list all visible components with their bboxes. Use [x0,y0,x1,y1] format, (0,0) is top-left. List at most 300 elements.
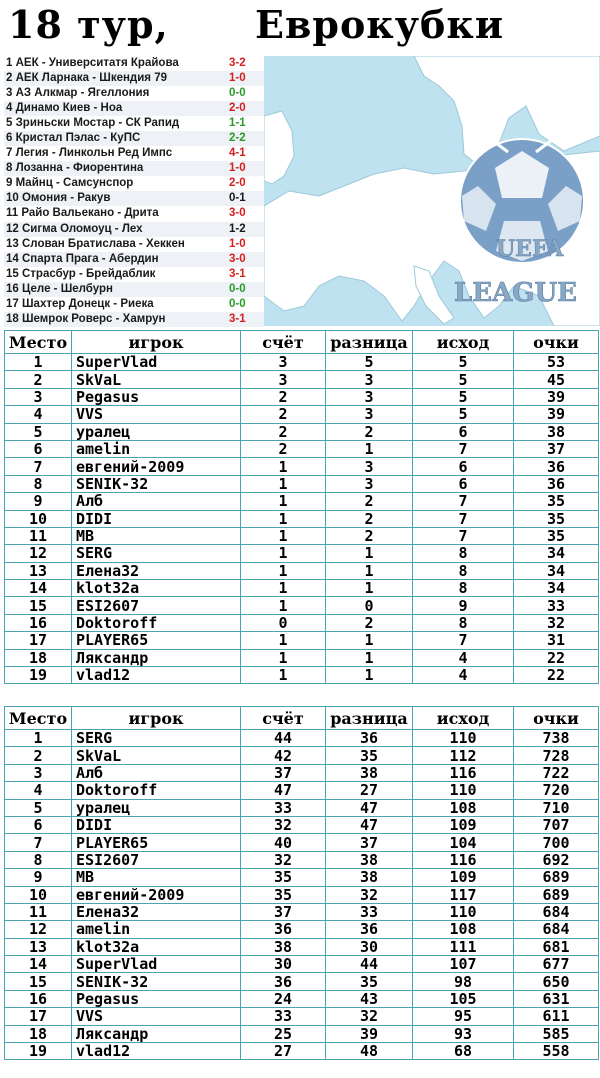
match-teams: 9 Майнц - Самсунспор [6,177,134,190]
cell-diff: 1 [326,562,413,579]
cell-place: 3 [5,388,72,405]
col-place: Место [5,331,72,354]
match-row [4,206,264,221]
col-player: игрок [72,331,241,354]
cell-place: 8 [5,851,72,868]
match-row [4,222,264,237]
cell-points: 38 [514,423,599,440]
cell-score: 1 [241,493,326,510]
cell-place: 13 [5,938,72,955]
cell-points: 728 [514,747,599,764]
cell-diff: 39 [326,1025,413,1042]
match-teams: 1 АЕК - Университатя Крайова [6,57,179,69]
match-row [4,252,264,267]
cell-diff: 32 [326,1008,413,1025]
match-score: 1-0 [229,72,246,85]
cell-outcome: 7 [413,440,514,457]
cell-points: 22 [514,667,599,684]
cell-outcome: 9 [413,597,514,614]
cell-outcome: 109 [413,869,514,886]
cell-score: 1 [241,475,326,492]
match-teams: 14 Спарта Прага - Абердин [6,252,159,265]
cell-diff: 5 [326,354,413,371]
uefa-logo-text: UEFA [496,236,564,262]
cell-diff: 38 [326,869,413,886]
match-score: 3-0 [229,207,246,220]
cell-outcome: 98 [413,973,514,990]
cell-score: 33 [241,799,326,816]
table-row [5,921,599,938]
match-score: 3-1 [229,267,246,280]
cell-place: 2 [5,371,72,388]
cell-player: amelin [72,921,241,938]
cell-place: 2 [5,747,72,764]
table-header-row [5,331,599,354]
cell-points: 677 [514,956,599,973]
cell-diff: 43 [326,990,413,1007]
cell-diff: 47 [326,799,413,816]
cell-place: 5 [5,799,72,816]
cell-outcome: 93 [413,1025,514,1042]
cell-place: 9 [5,493,72,510]
cell-player: SkVaL [72,371,241,388]
cell-player: PLAYER65 [72,834,241,851]
cell-points: 611 [514,1008,599,1025]
match-score: 3-1 [229,312,246,325]
cell-player: Алб [72,493,241,510]
match-teams: 17 Шахтер Донецк - Риека [6,297,154,310]
table-row [5,990,599,1007]
table-row [5,1025,599,1042]
cell-points: 720 [514,782,599,799]
cell-diff: 1 [326,649,413,666]
cell-score: 1 [241,649,326,666]
cell-outcome: 6 [413,458,514,475]
cell-points: 39 [514,406,599,423]
match-score: 3-2 [229,57,246,69]
cell-diff: 3 [326,406,413,423]
table-row [5,799,599,816]
table-row [5,440,599,457]
cell-player: DIDI [72,510,241,527]
cell-score: 33 [241,1008,326,1025]
cell-score: 0 [241,614,326,631]
table-row [5,371,599,388]
cell-score: 30 [241,956,326,973]
cell-points: 692 [514,851,599,868]
cell-outcome: 116 [413,851,514,868]
cell-score: 44 [241,730,326,747]
table-row [5,614,599,631]
cell-player: VVS [72,1008,241,1025]
cell-points: 35 [514,527,599,544]
cell-place: 12 [5,545,72,562]
cell-diff: 3 [326,371,413,388]
cell-outcome: 117 [413,886,514,903]
cell-points: 689 [514,869,599,886]
match-row [4,312,264,327]
cell-points: 558 [514,1043,599,1060]
table-row [5,493,599,510]
cell-points: 700 [514,834,599,851]
cell-player: SERG [72,730,241,747]
cell-player: евгений-2009 [72,886,241,903]
match-teams: 11 Райо Вальекано - Дрита [6,207,159,220]
cell-outcome: 6 [413,423,514,440]
table-header-row [5,707,599,730]
cell-score: 3 [241,354,326,371]
table-row [5,597,599,614]
cell-player: МВ [72,527,241,544]
cell-place: 19 [5,667,72,684]
cell-player: МВ [72,869,241,886]
cell-points: 22 [514,649,599,666]
match-teams: 12 Сигма Оломоуц - Лех [6,222,143,235]
cell-place: 17 [5,1008,72,1025]
cell-score: 1 [241,580,326,597]
cell-diff: 30 [326,938,413,955]
match-row [4,297,264,312]
cell-place: 10 [5,886,72,903]
table-row [5,816,599,833]
cell-diff: 2 [326,493,413,510]
cell-player: ESI2607 [72,851,241,868]
table-row [5,938,599,955]
cell-score: 36 [241,973,326,990]
cell-place: 15 [5,973,72,990]
table-row [5,869,599,886]
cell-diff: 1 [326,545,413,562]
cell-outcome: 5 [413,388,514,405]
cell-points: 684 [514,921,599,938]
cell-diff: 35 [326,747,413,764]
round-standings-table [4,330,599,684]
cell-place: 10 [5,510,72,527]
table-row [5,510,599,527]
cell-points: 585 [514,1025,599,1042]
cell-outcome: 107 [413,956,514,973]
cell-player: vlad12 [72,1043,241,1060]
cell-diff: 2 [326,510,413,527]
cell-outcome: 7 [413,632,514,649]
cell-place: 16 [5,990,72,1007]
cell-diff: 1 [326,440,413,457]
cell-player: евгений-2009 [72,458,241,475]
match-teams: 16 Целе - Шелбурн [6,282,113,295]
cell-score: 2 [241,440,326,457]
cell-points: 32 [514,614,599,631]
cell-player: Doktoroff [72,782,241,799]
cell-score: 42 [241,747,326,764]
cell-place: 3 [5,764,72,781]
table-row [5,354,599,371]
cell-outcome: 4 [413,649,514,666]
table-row [5,475,599,492]
cell-diff: 27 [326,782,413,799]
match-row [4,176,264,191]
cell-outcome: 8 [413,562,514,579]
table-row [5,388,599,405]
cell-outcome: 7 [413,493,514,510]
match-teams: 2 АЕК Ларнака - Шкендия 79 [6,72,167,85]
match-row [4,237,264,252]
cell-points: 36 [514,475,599,492]
match-row [4,56,264,71]
col-points: очки [514,331,599,354]
cell-outcome: 8 [413,545,514,562]
cell-place: 18 [5,1025,72,1042]
cell-player: SENIK-32 [72,973,241,990]
table-row [5,1008,599,1025]
cell-diff: 1 [326,632,413,649]
cell-player: Doktoroff [72,614,241,631]
match-teams: 13 Слован Братислава - Хеккен [6,237,185,250]
cell-score: 3 [241,371,326,388]
table-row [5,580,599,597]
match-row [4,116,264,131]
match-score: 1-0 [229,162,246,175]
cell-score: 1 [241,527,326,544]
cell-outcome: 4 [413,667,514,684]
cell-player: VVS [72,406,241,423]
cell-player: Pegasus [72,388,241,405]
cell-player: Ляксандр [72,1025,241,1042]
cell-score: 1 [241,510,326,527]
cell-place: 11 [5,903,72,920]
cell-place: 13 [5,562,72,579]
match-score: 3-0 [229,252,246,265]
table-row [5,649,599,666]
cell-score: 24 [241,990,326,1007]
cell-points: 31 [514,632,599,649]
cell-score: 2 [241,406,326,423]
total-standings-table [4,706,599,1060]
cell-points: 53 [514,354,599,371]
table-row [5,667,599,684]
cell-points: 45 [514,371,599,388]
cell-diff: 36 [326,730,413,747]
cell-outcome: 110 [413,903,514,920]
match-teams: 15 Страсбур - Брейдаблик [6,267,156,280]
match-teams: 7 Легия - Линкольн Ред Импс [6,147,173,160]
round-title: 18 тур, [8,2,169,47]
table-row [5,747,599,764]
col-diff: разница [326,331,413,354]
cell-outcome: 108 [413,799,514,816]
match-results-list [4,56,264,327]
cell-outcome: 109 [413,816,514,833]
cell-player: PLAYER65 [72,632,241,649]
cell-score: 1 [241,458,326,475]
cell-player: klot32a [72,938,241,955]
cell-score: 1 [241,562,326,579]
cell-player: ESI2607 [72,597,241,614]
cell-diff: 3 [326,475,413,492]
cell-place: 9 [5,869,72,886]
cell-place: 4 [5,406,72,423]
cell-diff: 38 [326,851,413,868]
table-row [5,886,599,903]
cell-outcome: 6 [413,475,514,492]
cell-score: 47 [241,782,326,799]
cell-outcome: 112 [413,747,514,764]
col-score: счёт [241,331,326,354]
table-row [5,764,599,781]
match-row [4,131,264,146]
cell-points: 681 [514,938,599,955]
cell-points: 722 [514,764,599,781]
match-teams: 6 Кристал Пэлас - КуПС [6,132,141,145]
match-teams: 4 Динамо Киев - Ноа [6,102,123,115]
match-score: 1-2 [229,222,246,235]
cell-place: 15 [5,597,72,614]
cell-points: 35 [514,510,599,527]
table-row [5,782,599,799]
cell-diff: 47 [326,816,413,833]
cell-player: SERG [72,545,241,562]
cell-diff: 44 [326,956,413,973]
match-row [4,71,264,86]
cell-place: 6 [5,440,72,457]
table-row [5,973,599,990]
cell-player: уралец [72,423,241,440]
match-score: 2-2 [229,132,246,145]
cell-player: klot32a [72,580,241,597]
cell-place: 4 [5,782,72,799]
cell-outcome: 104 [413,834,514,851]
cell-points: 684 [514,903,599,920]
col-points: очки [514,707,599,730]
cell-score: 38 [241,938,326,955]
cell-score: 32 [241,816,326,833]
cell-place: 17 [5,632,72,649]
table-row [5,851,599,868]
table-row [5,834,599,851]
cell-player: уралец [72,799,241,816]
match-score: 1-0 [229,237,246,250]
europe-map-icon [264,56,600,326]
cell-points: 689 [514,886,599,903]
cell-player: Алб [72,764,241,781]
cell-place: 16 [5,614,72,631]
table-row [5,730,599,747]
cell-diff: 35 [326,973,413,990]
cell-player: SkVaL [72,747,241,764]
col-player: игрок [72,707,241,730]
cell-diff: 37 [326,834,413,851]
cell-place: 18 [5,649,72,666]
cell-place: 6 [5,816,72,833]
cell-outcome: 105 [413,990,514,1007]
cell-points: 707 [514,816,599,833]
match-row [4,282,264,297]
match-score: 0-0 [229,297,246,310]
table-row [5,527,599,544]
cell-points: 37 [514,440,599,457]
cell-outcome: 68 [413,1043,514,1060]
cell-outcome: 111 [413,938,514,955]
cell-score: 1 [241,545,326,562]
cell-place: 11 [5,527,72,544]
match-score: 1-1 [229,117,246,130]
match-score: 2-0 [229,177,246,190]
cell-diff: 36 [326,921,413,938]
cell-player: vlad12 [72,667,241,684]
cell-score: 32 [241,851,326,868]
cell-outcome: 8 [413,614,514,631]
match-teams: 3 АЗ Алкмар - Ягеллония [6,87,150,100]
match-teams: 5 Зриньски Мостар - СК Рапид [6,117,180,130]
match-row [4,146,264,161]
cell-points: 710 [514,799,599,816]
match-teams: 10 Омония - Ракув [6,192,111,205]
match-row [4,101,264,116]
cell-player: SuperVlad [72,354,241,371]
cell-player: SuperVlad [72,956,241,973]
col-outcome: исход [413,707,514,730]
page-title [0,0,600,54]
cell-score: 2 [241,388,326,405]
match-score: 2-0 [229,102,246,115]
cell-points: 631 [514,990,599,1007]
match-score: 0-0 [229,87,246,100]
cell-outcome: 116 [413,764,514,781]
cell-points: 35 [514,493,599,510]
cell-place: 14 [5,956,72,973]
cell-place: 14 [5,580,72,597]
cell-outcome: 8 [413,580,514,597]
cell-diff: 2 [326,423,413,440]
table-row [5,458,599,475]
cell-score: 36 [241,921,326,938]
table-row [5,632,599,649]
cell-diff: 48 [326,1043,413,1060]
cell-player: Ляксандр [72,649,241,666]
match-teams: 18 Шемрок Роверс - Хамрун [6,312,166,325]
cell-place: 19 [5,1043,72,1060]
cell-score: 2 [241,423,326,440]
cell-diff: 3 [326,458,413,475]
match-score: 0-1 [229,192,246,205]
match-score: 4-1 [229,147,246,160]
cell-outcome: 5 [413,371,514,388]
cell-outcome: 110 [413,782,514,799]
league-logo-text: LEAGUE [454,278,577,308]
match-row [4,86,264,101]
cell-points: 39 [514,388,599,405]
cell-place: 1 [5,730,72,747]
cell-diff: 0 [326,597,413,614]
cell-diff: 2 [326,614,413,631]
cell-outcome: 95 [413,1008,514,1025]
col-outcome: исход [413,331,514,354]
cell-place: 7 [5,458,72,475]
cup-title: Еврокубки [255,2,505,47]
col-score: счёт [241,707,326,730]
cell-place: 7 [5,834,72,851]
match-row [4,161,264,176]
cell-score: 35 [241,869,326,886]
cell-player: amelin [72,440,241,457]
cell-place: 5 [5,423,72,440]
table-row [5,423,599,440]
cell-diff: 1 [326,580,413,597]
cell-diff: 32 [326,886,413,903]
cell-score: 37 [241,764,326,781]
cell-score: 1 [241,597,326,614]
cell-outcome: 5 [413,354,514,371]
europe-map-image [264,56,600,326]
